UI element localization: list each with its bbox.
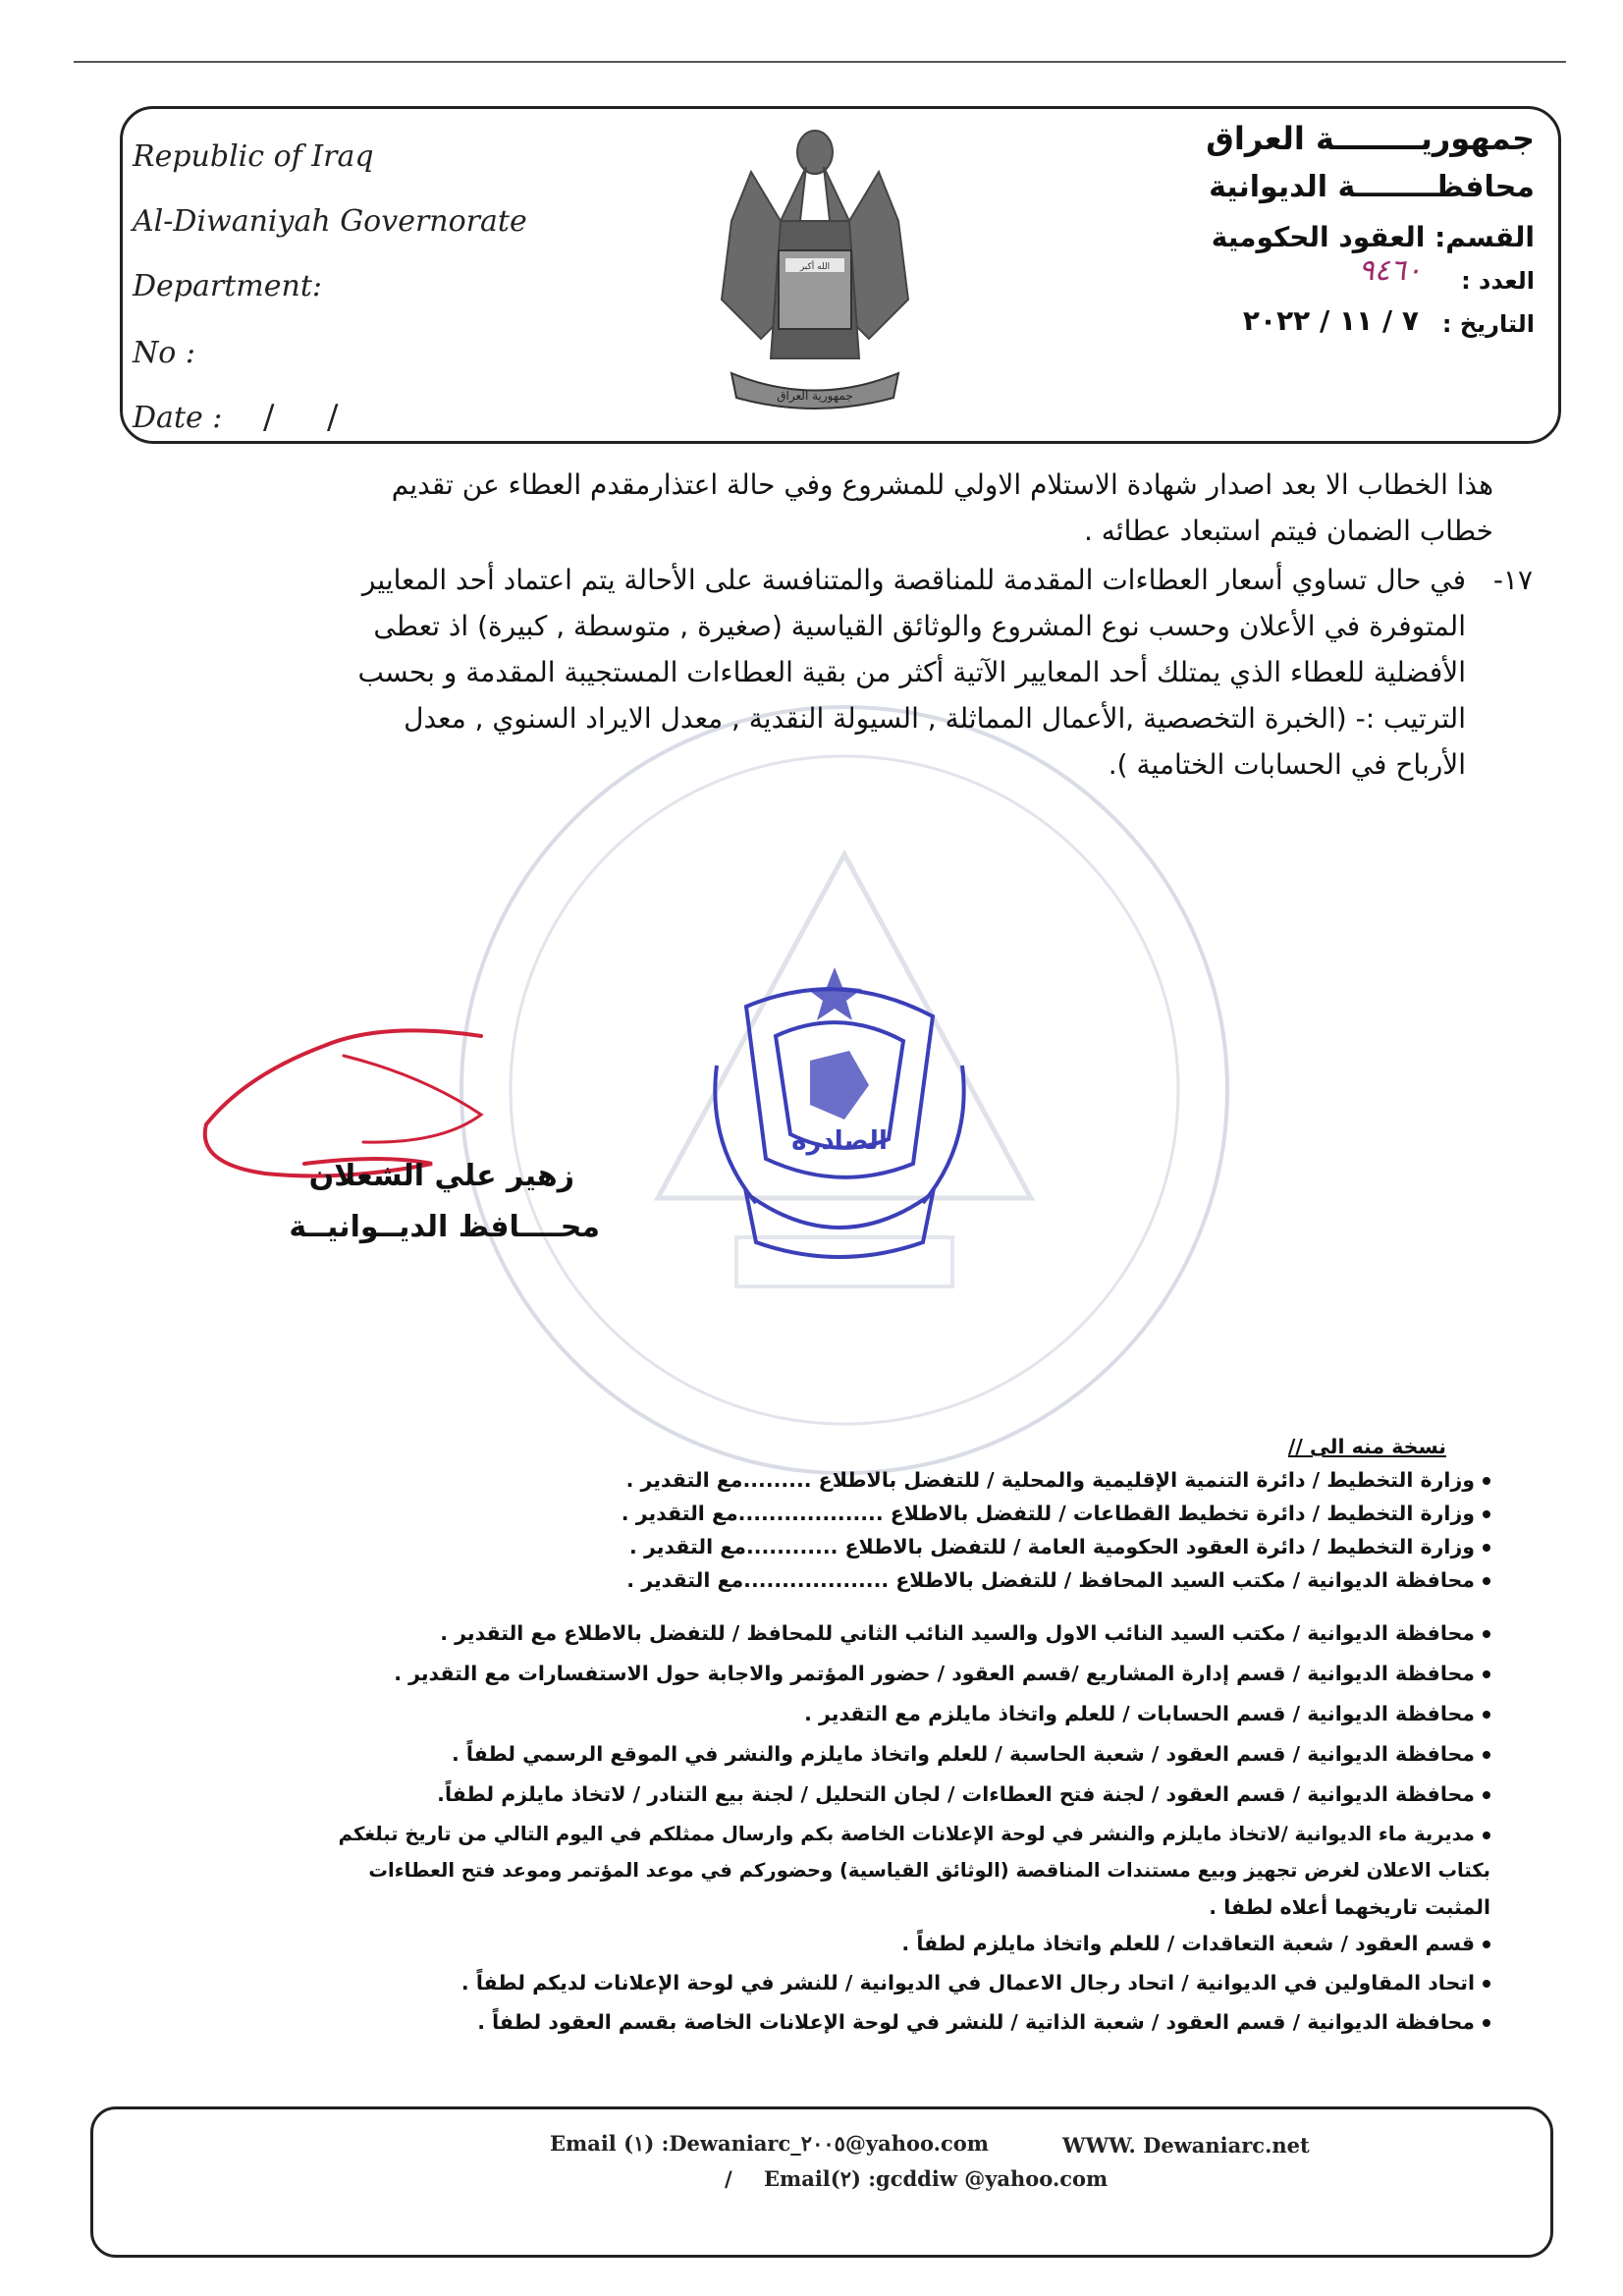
bullet-icon (1483, 1630, 1490, 1638)
header-date-en: Date : (133, 401, 223, 435)
copy-item (452, 1737, 1490, 1771)
header-country-ar: جمهوريــــــــة العراق (1206, 120, 1535, 157)
copy-item (461, 1966, 1490, 1999)
copy-item (394, 1657, 1490, 1690)
copy-item-text: محافظة الديوانية / قسم العقود / شعبة الذاتية / للنشر في لوحة الإعلانات الخاصة بقسم العقود لطفاً . (477, 2010, 1475, 2034)
bullet-icon (1483, 1751, 1490, 1759)
header-governorate-ar: محافظــــــــة الديوانية (1209, 170, 1535, 204)
copy-item-text: محافظة الديوانية / مكتب السيد النائب الاول والسيد النائب الثاني للمحافظ / للتفضل بالاطلاع مع التقدير . (440, 1621, 1475, 1645)
header-date-label-ar: التاريخ : (1441, 310, 1535, 338)
footer-slash: / (725, 2166, 732, 2191)
header-department-ar: القسم: العقود الحكومية (1211, 221, 1535, 253)
header-governorate-en: Al-Diwaniyah Governorate (133, 204, 527, 239)
bullet-icon (1483, 1980, 1490, 1988)
copy-item (440, 1616, 1490, 1650)
bullet-icon (1483, 1831, 1490, 1839)
footer-email-1: Email (١) :Dewaniarc_٢٠٠٥@yahoo.com (550, 2131, 989, 2156)
body-line-3: في حال تساوي أسعار العطاءات المقدمة للمناقصة والمتنافسة على الأحالة يتم اعتماد أحد المعايير (361, 564, 1466, 596)
copy-item-text: وزارة التخطيط / دائرة التنمية الإقليمية والمحلية / للتفضل بالاطلاع .........مع التقدير . (625, 1468, 1475, 1492)
emblem-ribbon-text: جمهورية العراق (777, 389, 853, 403)
copy-item (626, 1563, 1490, 1597)
copy-item-text: اتحاد المقاولين في الديوانية / اتحاد رجال الاعمال في الديوانية / للنشر في لوحة الإعلانات لديكم لطفاً . (460, 1971, 1475, 1995)
header-department-en: Department: (133, 269, 322, 303)
date-slash-1: / (263, 398, 275, 437)
body-line-2: خطاب الضمان فيتم استبعاد عطائه . (1083, 515, 1493, 547)
copy-item-text: قسم العقود / شعبة التعاقدات / للعلم واتخاذ مايلزم لطفاً . (901, 1932, 1475, 1955)
signer-name: زهير علي الشعلان (308, 1159, 574, 1193)
footer-email-2: Email(٢) :gcddiw @yahoo.com (764, 2166, 1109, 2191)
body-line-5: الأفضلية للعطاء الذي يمتلك أحد المعايير الآتية أكثر من بقية العطاءات المستجيبة المقدمة و بحسب (357, 656, 1466, 688)
copy-item-continued: بكتاب الاعلان لغرض تجهيز وبيع مستندات المناقصة (الوثائق القياسية) وحضوركم في موعد المؤتمر وموعد فتح العطاءات (368, 1859, 1490, 1882)
copy-item (626, 1463, 1490, 1497)
copy-item-text: محافظة الديوانية / قسم الحسابات / للعلم واتخاذ مايلزم مع التقدير . (804, 1702, 1475, 1725)
header-date-value-ar: ٧ / ١١ / ٢٠٢٢ (1242, 304, 1419, 337)
bullet-icon (1483, 1477, 1490, 1485)
bullet-icon (1483, 1941, 1490, 1948)
copy-item (339, 1818, 1490, 1851)
copy-item (629, 1530, 1490, 1563)
emblem-shield-text: الله أكبر (799, 262, 831, 272)
copy-item (477, 2005, 1490, 2039)
bullet-icon (1483, 1544, 1490, 1552)
signer-title: محــــافظ الديــوانيــة (289, 1210, 600, 1244)
header-number-value: ٩٤٦٠ (1358, 253, 1422, 288)
bullet-icon (1483, 1711, 1490, 1719)
copy-item-text: محافظة الديوانية / قسم العقود / لجنة فتح العطاءات / لجان التحليل / لجنة بيع التنادر / لاتخاذ مايلزم لطفاً. (437, 1782, 1475, 1806)
date-slash-2: / (327, 398, 339, 437)
copy-item-text: مديرية ماء الديوانية /لاتخاذ مايلزم والنشر في لوحة الإعلانات الخاصة بكم وارسال ممثلكم في اليوم التالي من تاريخ تبلغكم (338, 1823, 1475, 1845)
top-border-line (74, 61, 1566, 63)
copy-item (901, 1927, 1490, 1960)
copy-item-text: وزارة التخطيط / دائرة تخطيط القطاعات / للتفضل بالاطلاع ...................مع التقدير . (621, 1502, 1475, 1525)
copy-item-continued: المثبت تاريخهما أعلاه لطفا . (1209, 1895, 1490, 1919)
copies-title: نسخة منه الى // (1287, 1435, 1446, 1458)
copy-item-text: محافظة الديوانية / قسم العقود / شعبة الحاسبة / للعلم واتخاذ مايلزم والنشر في الموقع الرسمي لطفاً . (451, 1742, 1475, 1766)
copy-item-text: محافظة الديوانية / مكتب السيد المحافظ / للتفضل بالاطلاع ...................مع التقدير . (626, 1568, 1475, 1592)
bullet-icon (1483, 1670, 1490, 1678)
stamp-text: الصادرة (791, 1126, 888, 1156)
copy-item (804, 1697, 1490, 1730)
bullet-icon (1483, 2019, 1490, 2027)
item-17-number: ١٧- (1492, 564, 1533, 596)
bullet-icon (1483, 1577, 1490, 1585)
copy-item-text: محافظة الديوانية / قسم إدارة المشاريع /قسم العقود / حضور المؤتمر والاجابة حول الاستفسارات مع التقدير . (394, 1662, 1475, 1685)
copy-item-text: وزارة التخطيط / دائرة العقود الحكومية العامة / للتفضل بالاطلاع ............مع التقدير . (629, 1535, 1475, 1558)
copy-item (437, 1777, 1490, 1811)
header-country-en: Republic of Iraq (133, 139, 374, 174)
iraq-eagle-emblem-icon (712, 113, 918, 417)
body-line-1: هذا الخطاب الا بعد اصدار شهادة الاستلام الاولي للمشروع وفي حالة اعتذارمقدم العطاء عن تقديم (391, 468, 1493, 501)
body-line-4: المتوفرة في الأعلان وحسب نوع المشروع والوثائق القياسية (صغيرة , متوسطة , كبيرة) اذ تعطى (373, 610, 1466, 642)
bullet-icon (1483, 1510, 1490, 1518)
body-line-7: الأرباح في الحسابات الختامية ). (1108, 748, 1466, 781)
footer-website: WWW. Dewaniarc.net (1062, 2133, 1310, 2158)
body-line-6: الترتيب :- (الخبرة التخصصية ,الأعمال المماثلة , السيولة النقدية , معدل الايراد السنوي , معدل (404, 702, 1466, 735)
official-stamp-icon (687, 948, 992, 1272)
header-number-en: No : (133, 336, 195, 370)
bullet-icon (1483, 1791, 1490, 1799)
copy-item (622, 1497, 1490, 1530)
header-number-label-ar: العدد : (1461, 267, 1535, 295)
